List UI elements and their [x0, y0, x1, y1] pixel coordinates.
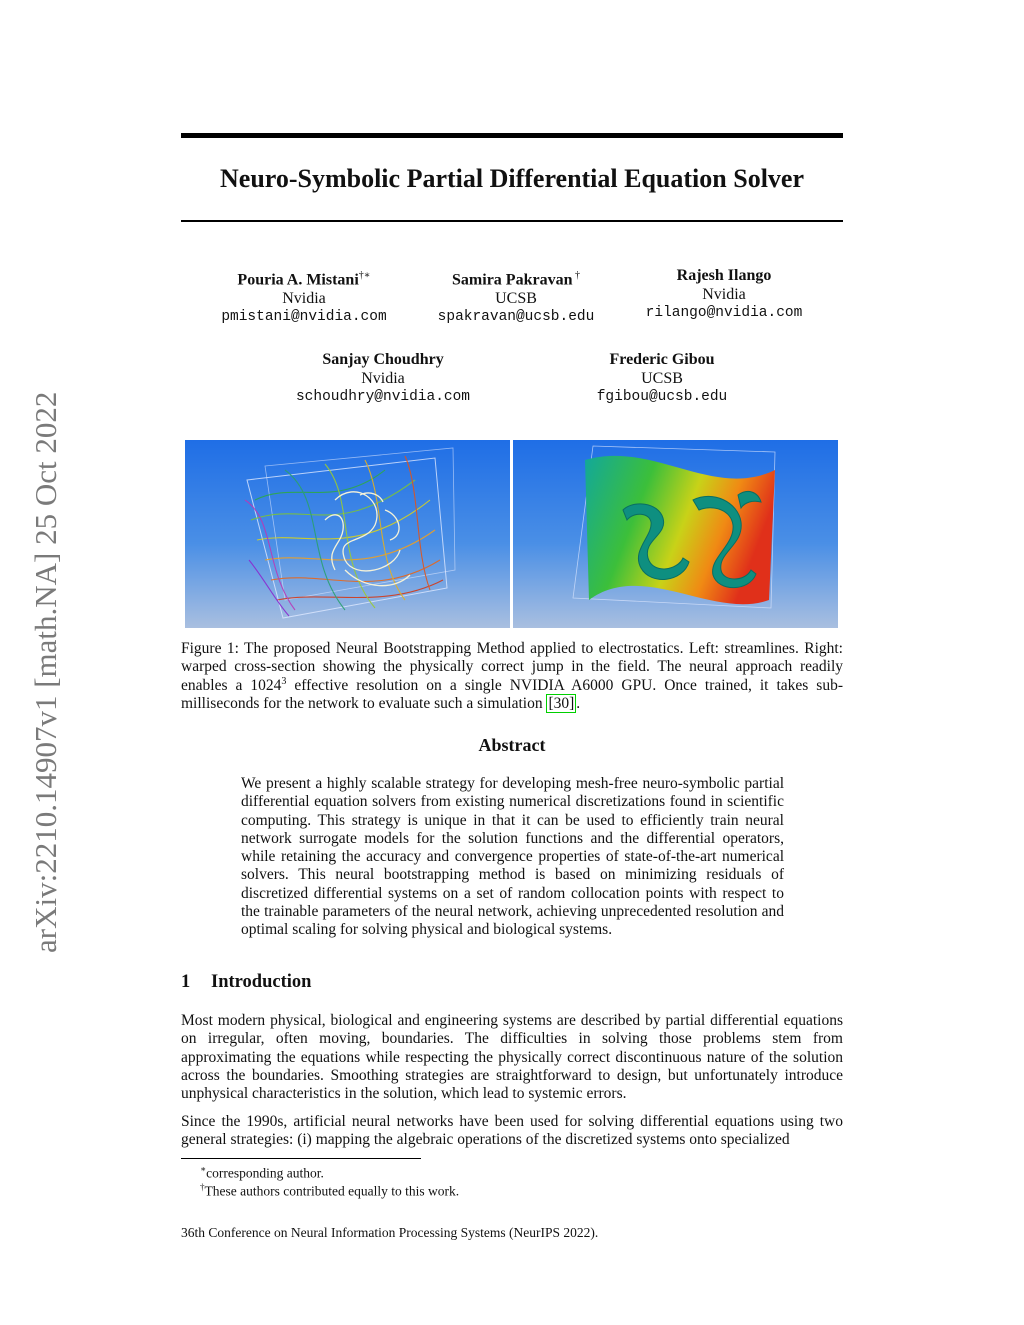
- author-email[interactable]: rilango@nvidia.com: [645, 305, 803, 321]
- author-affiliation: Nvidia: [282, 289, 326, 307]
- author-name: Frederic Gibou: [609, 351, 715, 368]
- footnote: †These authors contributed equally to this work.: [200, 1182, 460, 1199]
- title-top-rule: [181, 133, 843, 138]
- streamlines-illustration: [185, 440, 510, 628]
- section-heading-introduction: 1 Introduction: [181, 972, 312, 992]
- author-block: [273, 351, 493, 407]
- venue-note: 36th Conference on Neural Information Processing Systems (NeurIPS 2022).: [181, 1225, 599, 1240]
- abstract-heading: Abstract: [478, 735, 546, 755]
- author-name: Samira Pakravan †: [452, 270, 580, 289]
- footnote-rule: [181, 1158, 421, 1159]
- author-affiliation: Nvidia: [702, 285, 746, 303]
- author-name: Pouria A. Mistani†∗: [237, 270, 371, 289]
- author-email[interactable]: fgibou@ucsb.edu: [596, 389, 728, 405]
- cross-section-illustration: [513, 440, 838, 628]
- author-email[interactable]: spakravan@ucsb.edu: [437, 309, 595, 326]
- footnote: ∗corresponding author.: [200, 1164, 324, 1181]
- author-block: [406, 267, 626, 327]
- arxiv-sidebar-stamp: arXiv:2210.14907v1 [math.NA] 25 Oct 2022: [28, 391, 63, 953]
- author-name: Sanjay Choudhry: [322, 351, 444, 368]
- figure-streamlines-panel: [185, 440, 510, 628]
- author-affiliation: UCSB: [495, 289, 537, 307]
- title-bottom-rule: [181, 220, 843, 222]
- author-email[interactable]: pmistani@nvidia.com: [221, 309, 387, 326]
- intro-paragraph: Most modern physical, biological and engineering systems are described by partial differential equations on irregular, often moving, boundaries. The difficulties in solving those problems stem from approximating the equations while respecting the physically correct discontinuous nature of the solution across the boundaries. Smoothing strategies are straightforward to design, but unfortunately introduce unphysical characteristics in the solution, which lead to systemic errors.: [181, 1012, 843, 1103]
- abstract-text: We present a highly scalable strategy for developing mesh-free neuro-symbolic partial differential equation solvers from existing numerical discretizations found in scientific computing. This strategy is unique in that it can be used to efficiently train neural network surrogate models for the solution functions and the differential operators, while retaining the accuracy and convergence properties of state-of-the-art numerical solvers. This neural bootstrapping method is based on minimizing residuals of discretized differential systems on a set of random collocation points with respect to the trainable parameters of the neural network, achieving unprecedented resolution and optimal scaling for solving physical and biological systems.: [241, 775, 784, 939]
- author-block: [614, 267, 834, 323]
- author-affiliation: Nvidia: [361, 369, 405, 387]
- paper-title: Neuro-Symbolic Partial Differential Equation Solver: [220, 164, 804, 193]
- figure-cross-section-panel: [513, 440, 838, 628]
- author-block: [194, 267, 414, 327]
- figure-1-caption: Figure 1: The proposed Neural Bootstrapping Method applied to electrostatics. Left: streamlines. Right: warped cross-section showing the physically correct jump in the field. The neural approach readily enables a 1024$^3$ effective resolution on a single NVIDIA A6000 GPU. Once trained, it takes sub-milliseconds for the network to evaluate such a simulation [30] .: [181, 640, 843, 712]
- author-email[interactable]: schoudhry@nvidia.com: [295, 389, 471, 405]
- citation-link[interactable]: [30]: [548, 694, 575, 712]
- author-name: Rajesh Ilango: [676, 267, 772, 284]
- author-affiliation: UCSB: [641, 369, 683, 387]
- author-block: [552, 351, 772, 407]
- intro-paragraph: Since the 1990s, artificial neural networks have been used for solving differential equations using two general strategies: (i) mapping the algebraic operations of the discretized systems onto specialized: [181, 1113, 843, 1149]
